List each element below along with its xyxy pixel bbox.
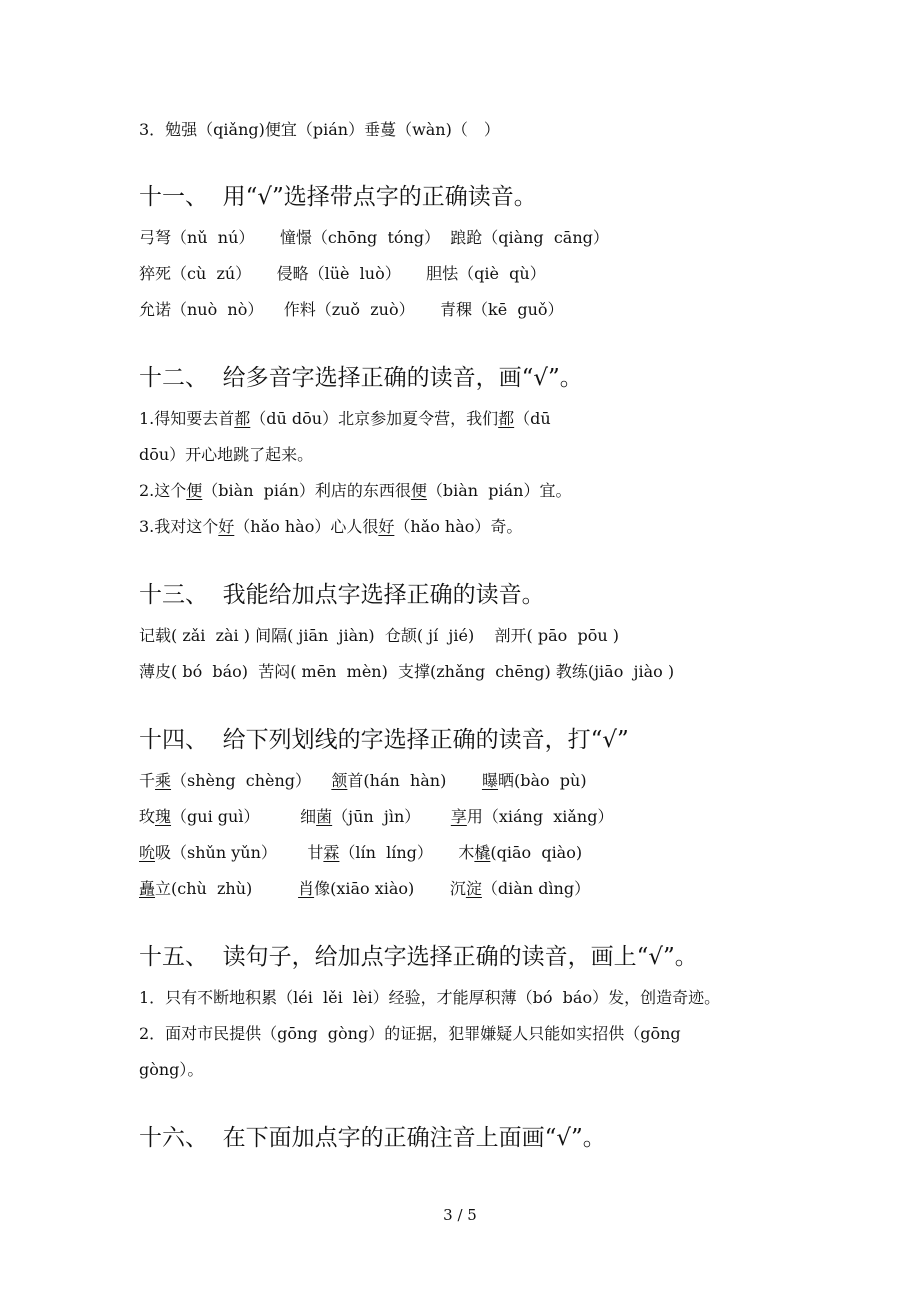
- text-segment: dōu）开心地跳了起来。: [139, 445, 314, 464]
- underlined-char: 曝: [481, 771, 498, 790]
- underlined-char: 都: [234, 409, 251, 428]
- text-segment: （dū: [514, 409, 551, 428]
- text-segment: 弓弩（nǔ nú） 憧憬（chōng tóng） 踉跄（qiàng cāng）: [139, 228, 609, 247]
- text-segment: 十五、 读句子，给加点字选择正确的读音，画上“√”。: [139, 944, 698, 970]
- underlined-char: 颔: [331, 771, 348, 790]
- page-number: 3 / 5: [443, 1206, 477, 1224]
- section-heading: [139, 725, 629, 755]
- section-heading: [139, 1123, 606, 1153]
- text-segment: 晒(bào pù): [497, 771, 587, 790]
- text-line: [139, 807, 613, 827]
- text-segment: 1．只有不断地积累（léi lěi lèi）经验，才能厚积薄（bó báo）发，创造奇迹。: [139, 988, 721, 1007]
- text-segment: （diàn dìng）: [481, 879, 591, 898]
- text-line: [139, 409, 551, 429]
- text-line: [139, 879, 590, 899]
- text-line: [139, 228, 609, 248]
- text-segment: （lín líng） 木: [339, 843, 475, 862]
- text-segment: 吸（shǔn yǔn） 甘: [155, 843, 324, 862]
- underlined-char: 橇: [474, 843, 491, 862]
- section-heading: [139, 580, 545, 610]
- text-segment: 2．面对市民提供（gōng gòng）的证据，犯罪嫌疑人只能如实招供（gōng: [139, 1024, 681, 1043]
- text-segment: 3．勉强（qiǎng)便宜（pián）垂蔓（wàn)（ ）: [139, 120, 500, 139]
- section-heading: [139, 942, 698, 972]
- text-segment: （biàn pián）宜。: [426, 481, 572, 500]
- text-line: [139, 988, 720, 1008]
- text-segment: 十一、 用“√”选择带点字的正确读音。: [139, 184, 537, 210]
- text-line: [139, 445, 313, 465]
- text-segment: （dū dōu）北京参加夏令营，我们: [250, 409, 499, 428]
- text-segment: （biàn pián）利店的东西很: [202, 481, 411, 500]
- text-segment: gòng）。: [139, 1060, 204, 1079]
- text-segment: （hǎo hào）奇。: [394, 517, 523, 536]
- text-segment: 千: [139, 771, 156, 790]
- text-segment: 猝死（cù zú） 侵略（lüè luò） 胆怯（qiè qù）: [139, 264, 546, 283]
- text-line: [139, 1060, 203, 1080]
- text-line: [139, 517, 522, 537]
- text-line: [139, 771, 587, 791]
- text-segment: （jūn jìn）: [332, 807, 451, 826]
- underlined-char: 都: [498, 409, 515, 428]
- text-segment: 玫: [139, 807, 156, 826]
- text-line: [139, 120, 500, 140]
- underlined-char: 乘: [155, 771, 172, 790]
- underlined-char: 便: [410, 481, 427, 500]
- text-segment: 像(xiāo xiào) 沉: [314, 879, 466, 898]
- text-segment: 十六、 在下面加点字的正确注音上面画“√”。: [139, 1125, 606, 1151]
- underlined-char: 瑰: [155, 807, 172, 826]
- text-segment: 用（xiáng xiǎng）: [466, 807, 614, 826]
- text-line: [139, 481, 572, 501]
- text-segment: （gui guì） 细: [171, 807, 317, 826]
- text-line: [139, 626, 619, 646]
- text-segment: (qiāo qiào): [490, 843, 583, 862]
- text-line: [139, 843, 582, 863]
- text-segment: 立(chù zhù): [155, 879, 299, 898]
- text-segment: （shèng chèng）: [171, 771, 332, 790]
- underlined-char: 菌: [316, 807, 333, 826]
- text-segment: 2.这个: [139, 481, 187, 500]
- text-line: [139, 300, 564, 320]
- underlined-char: 享: [450, 807, 467, 826]
- underlined-char: 霖: [323, 843, 340, 862]
- text-segment: 允诺（nuò nò） 作料（zuǒ zuò） 青稞（kē guǒ）: [139, 300, 564, 319]
- text-line: [139, 264, 546, 284]
- text-segment: 1.得知要去首: [139, 409, 235, 428]
- text-line: [139, 662, 674, 682]
- text-segment: （hǎo hào）心人很: [234, 517, 379, 536]
- underlined-char: 矗: [139, 879, 156, 898]
- text-segment: 十三、 我能给加点字选择正确的读音。: [139, 582, 545, 608]
- underlined-char: 好: [378, 517, 395, 536]
- text-segment: 首(hán hàn): [347, 771, 482, 790]
- underlined-char: 吮: [139, 843, 156, 862]
- underlined-char: 好: [218, 517, 235, 536]
- section-heading: [139, 182, 537, 212]
- text-segment: 十二、 给多音字选择正确的读音，画“√”。: [139, 365, 583, 391]
- section-heading: [139, 363, 583, 393]
- text-segment: 十四、 给下列划线的字选择正确的读音，打“√”: [139, 727, 629, 753]
- text-line: [139, 1024, 681, 1044]
- text-segment: 薄皮( bó báo) 苦闷( mēn mèn) 支撑(zhǎng chēng) 教练(jiāo jiào ): [139, 662, 675, 681]
- underlined-char: 肖: [298, 879, 315, 898]
- text-segment: 3.我对这个: [139, 517, 219, 536]
- text-segment: 记载( zǎi zài ) 间隔( jiān jiàn) 仓颉( jí jié) 剖开( pāo pōu ): [139, 626, 619, 645]
- underlined-char: 便: [186, 481, 203, 500]
- underlined-char: 淀: [465, 879, 482, 898]
